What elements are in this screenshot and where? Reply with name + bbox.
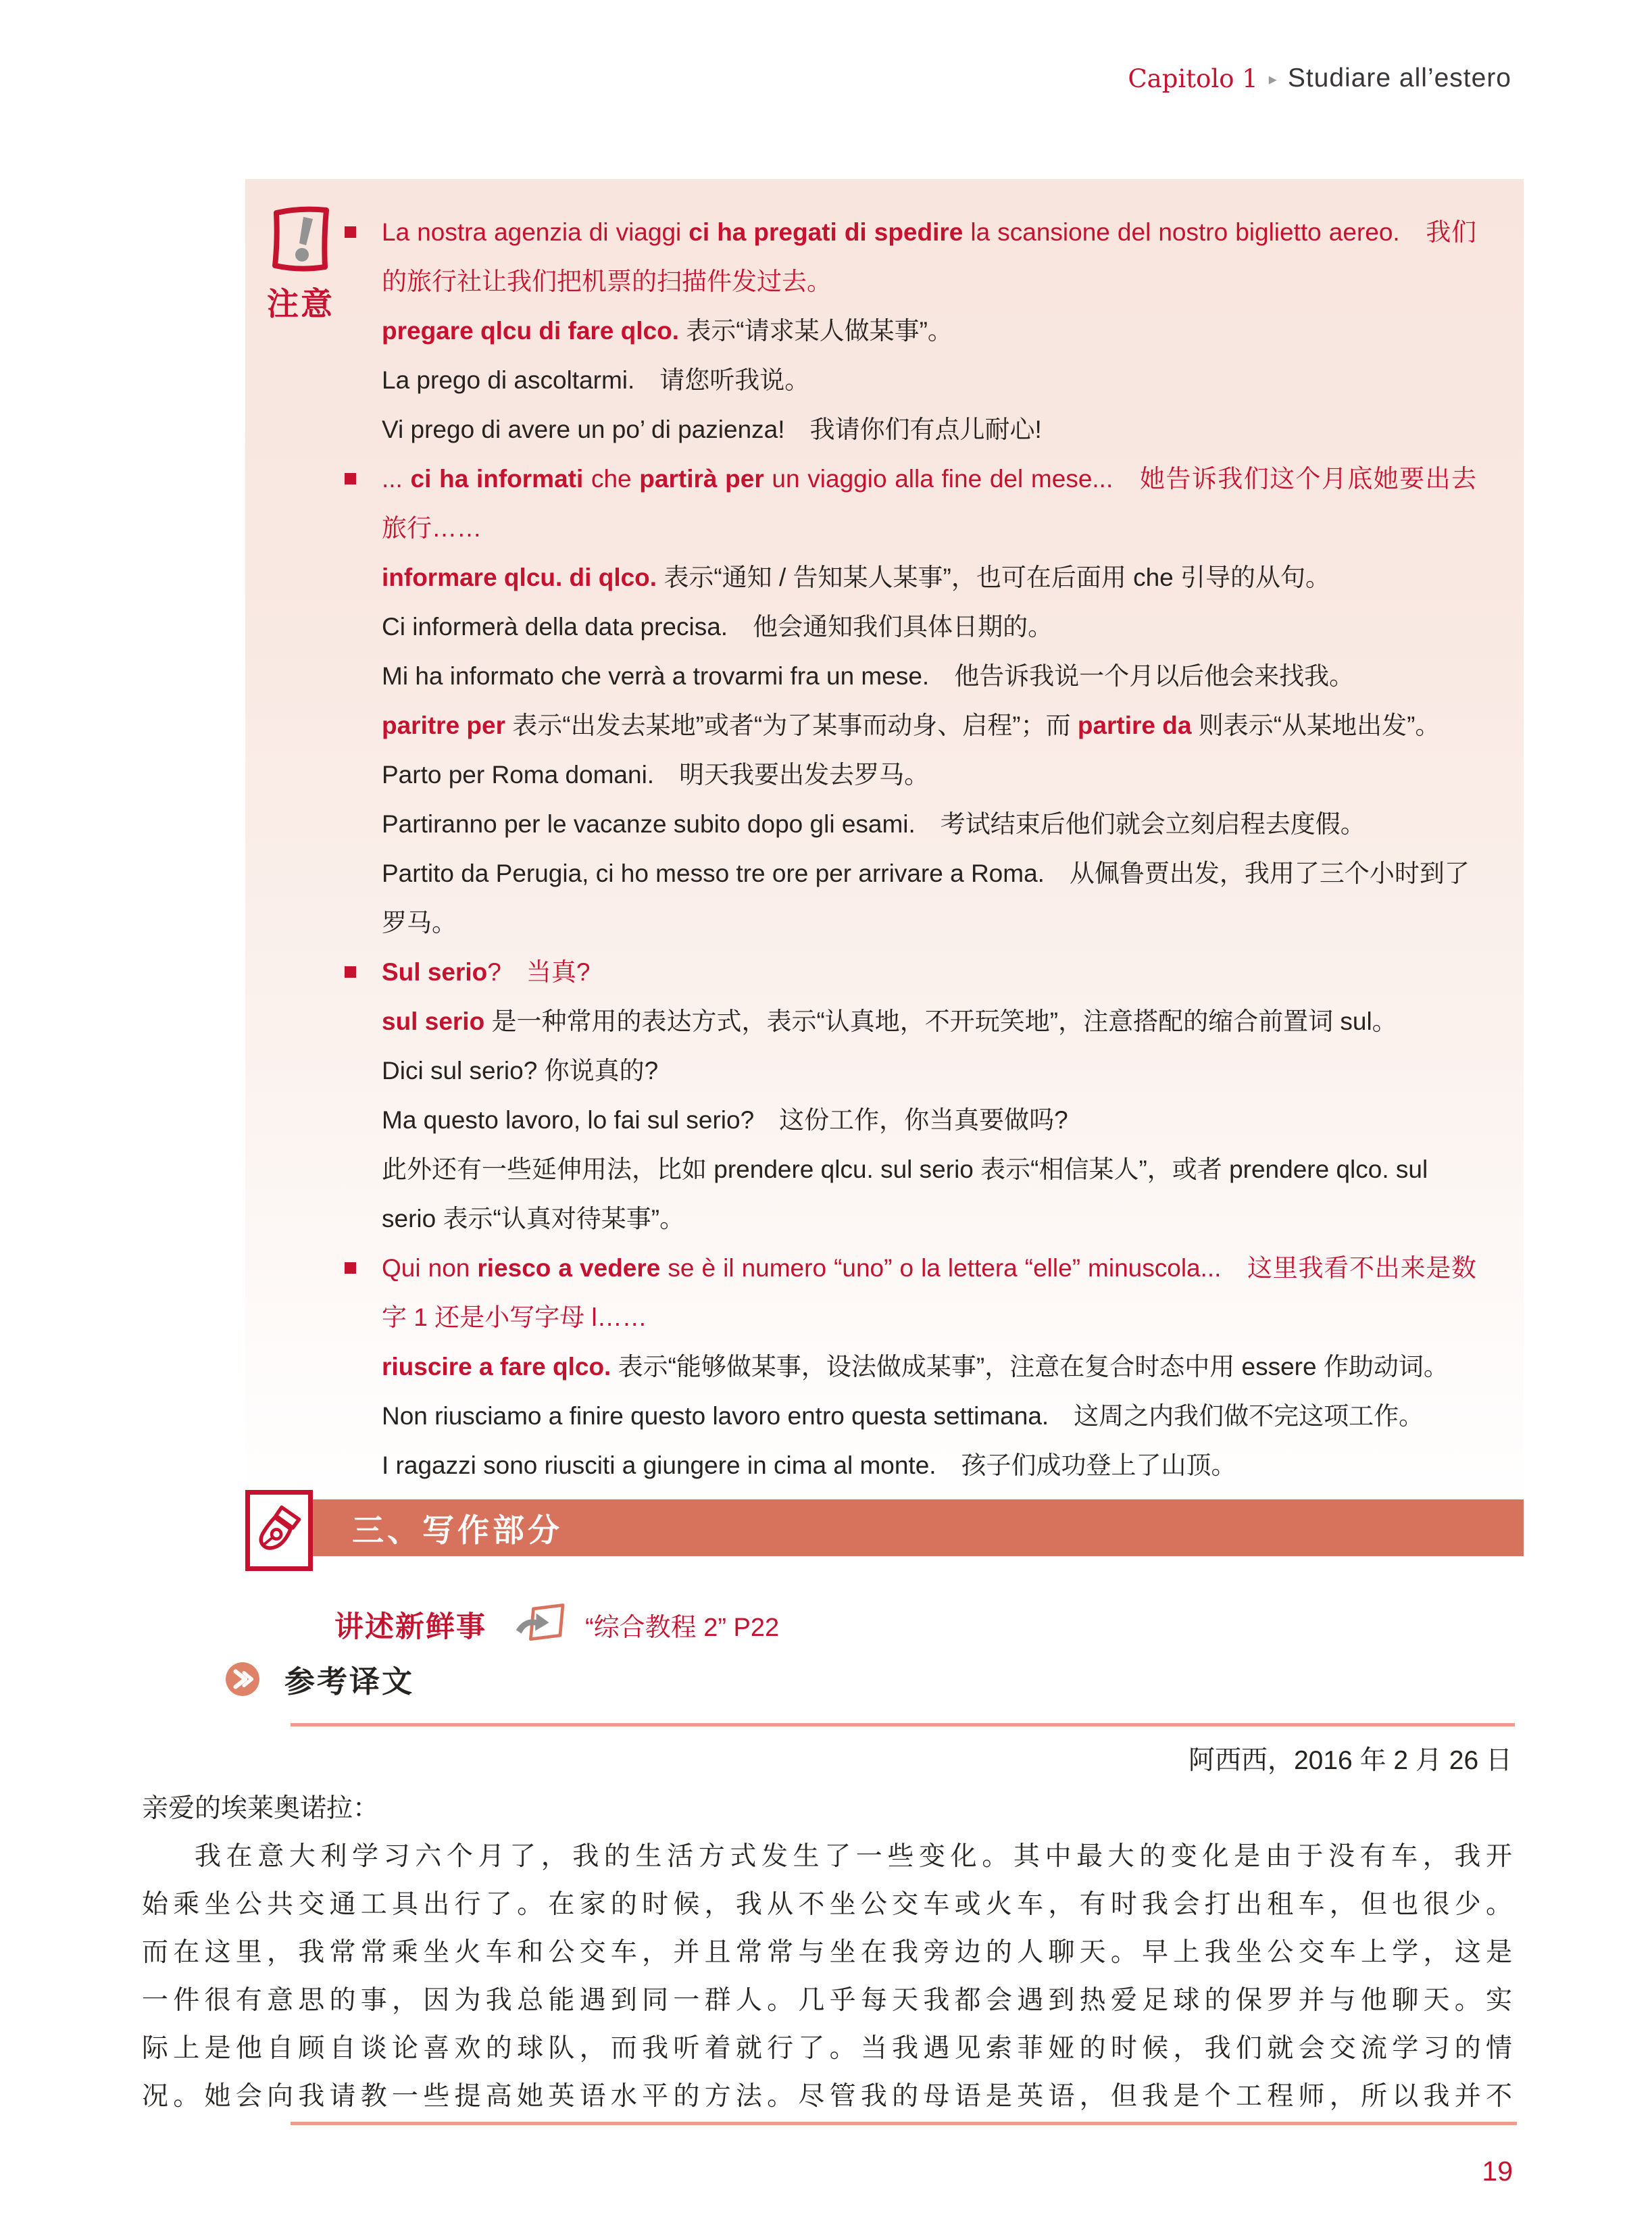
- letter-line: 而在这里，我常常乘坐火车和公交车，并且常常与坐在我旁边的人聊天。早上我坐公交车上学，这是: [142, 1938, 1512, 1967]
- page-number: 19: [1482, 2156, 1513, 2187]
- note-text-segment: sul serio: [382, 1007, 485, 1035]
- note-bullet-body: [382, 947, 1476, 1243]
- letter-line: 我在意大利学习六个月了，我的生活方式发生了一些变化。其中最大的变化是由于没有车，我开: [195, 1842, 1512, 1871]
- translation-heading: [225, 1657, 414, 1701]
- note-line: [382, 405, 1476, 454]
- note-bullet-body: [382, 454, 1476, 947]
- subsection-title: 讲述新鲜事: [334, 1610, 486, 1643]
- red-square-bullet-icon: [345, 473, 356, 484]
- note-text-segment: partire da: [1077, 712, 1192, 739]
- note-text-segment: La nostra agenzia di viaggi: [382, 218, 689, 246]
- note-text-segment: partirà per: [639, 465, 764, 493]
- triangle-right-icon: ▸: [1268, 70, 1277, 89]
- note-line: [382, 651, 1476, 701]
- note-text-segment: la scansione del nostro biglietto aereo. 我们的旅行社让我们把机票的扫描件发过去。: [382, 218, 1476, 295]
- note-bullet: [382, 1243, 1476, 1490]
- subsection-heading: [334, 1603, 779, 1646]
- divider-top: [291, 1723, 1515, 1726]
- note-text-segment: Partito da Perugia, ci ho messo tre ore per arrivare a Roma. 从佩鲁贾出发，我用了三个小时到了罗马。: [382, 860, 1470, 937]
- note-bullet: [382, 207, 1476, 454]
- note-text-segment: 表示“出发去某地”或者“为了某事而动身、启程”；而: [505, 712, 1078, 739]
- note-text-segment: informare qlcu. di qlco.: [382, 564, 657, 591]
- note-text-segment: 表示“能够做某事，设法做成某事”，注意在复合时态中用 essere 作助动词。: [611, 1353, 1449, 1380]
- note-text-segment: se è il numero “uno” o la lettera “elle” minuscola... 这里我看不出来是数字 1 还是小写字母 l……: [382, 1254, 1476, 1331]
- note-line: [382, 602, 1476, 651]
- exclamation-box-icon: [266, 202, 335, 276]
- note-line: [382, 1342, 1476, 1391]
- note-line: [382, 1243, 1476, 1342]
- note-bullet: [382, 454, 1476, 947]
- note-text-segment: ci ha informati: [410, 465, 584, 493]
- note-text-segment: 此外还有一些延伸用法，比如 prendere qlcu. sul serio 表示“相信某人”，或者 prendere qlco. sul serio 表示“认真对待某事”。: [382, 1155, 1428, 1233]
- note-line: [382, 750, 1476, 799]
- note-text-segment: La prego di ascoltarmi. 请您听我说。: [382, 366, 810, 394]
- section-header: [245, 1490, 1524, 1574]
- letter-line: 始乘坐公共交通工具出行了。在家的时候，我从不坐公交车或火车，有时我会打出租车，但也很少。: [142, 1890, 1512, 1919]
- letter-translation: [142, 1737, 1512, 2120]
- note-label: 注意: [267, 286, 334, 322]
- note-text-segment: Dici sul serio? 你说真的?: [382, 1057, 659, 1085]
- note-text-segment: Sul serio: [382, 958, 488, 986]
- note-text-segment: Vi prego di avere un po’ di pazienza! 我请你们有点儿耐心!: [382, 416, 1042, 443]
- note-text-segment: I ragazzi sono riusciti a giungere in cima al monte. 孩子们成功登上了山顶。: [382, 1451, 1236, 1479]
- pen-box: [245, 1490, 313, 1571]
- note-text-segment: pregare qlcu di fare qlco.: [382, 317, 680, 345]
- note-text-segment: un viaggio alla fine del mese... 她告诉我们这个月底她要出去旅行……: [382, 465, 1477, 542]
- note-line: [382, 997, 1476, 1046]
- note-text-segment: Partiranno per le vacanze subito dopo gli esami. 考试结束后他们就会立刻启程去度假。: [382, 810, 1366, 838]
- letter-salutation: 亲爱的埃莱奥诺拉：: [142, 1794, 380, 1823]
- note-text-segment: riesco a vedere: [477, 1254, 661, 1282]
- chapter-label: Capitolo 1: [1128, 64, 1258, 93]
- note-text-segment: 表示“请求某人做某事”。: [679, 317, 953, 345]
- note-line: [382, 1391, 1476, 1441]
- letter-line: 际上是他自顾自谈论喜欢的球队，而我听着就行了。当我遇见索菲娅的时候，我们就会交流学习的情: [142, 2034, 1512, 2063]
- divider-bottom: [291, 2122, 1517, 2125]
- note-text-segment: 则表示“从某地出发”。: [1191, 712, 1441, 739]
- note-text-segment: riuscire a fare qlco.: [382, 1353, 611, 1380]
- note-text-segment: Mi ha informato che verrà a trovarmi fra un mese. 他告诉我说一个月以后他会来找我。: [382, 662, 1355, 690]
- letter-date: 阿西西，2016 年 2 月 26 日: [1188, 1746, 1512, 1775]
- note-line: [382, 1095, 1476, 1145]
- note-line: [382, 701, 1476, 750]
- note-bullet-body: [382, 1243, 1476, 1490]
- pen-nib-icon: [253, 1501, 305, 1560]
- running-head: [1128, 64, 1511, 93]
- note-text-segment: Ci informerà della data precisa. 他会通知我们具体日期的。: [382, 613, 1053, 641]
- note-text-segment: paritre per: [382, 712, 506, 739]
- note-line: [382, 1046, 1476, 1095]
- note-text-segment: Non riusciamo a finire questo lavoro entro questa settimana. 这周之内我们做不完这项工作。: [382, 1402, 1424, 1430]
- note-text-segment: Parto per Roma domani. 明天我要出发去罗马。: [382, 761, 930, 789]
- note-line: [382, 1145, 1476, 1243]
- section-title: 三、写作部分: [352, 1512, 563, 1548]
- red-square-bullet-icon: [345, 1262, 356, 1274]
- textbook-reference: “综合教程 2” P22: [585, 1613, 780, 1642]
- note-bullet: [382, 947, 1476, 1243]
- arrow-into-page-icon: [512, 1601, 568, 1647]
- note-text-segment: 表示“通知 / 告知某人某事”，也可在后面用 che 引导的从句。: [657, 564, 1331, 591]
- note-line: [382, 553, 1476, 602]
- double-chevron-circle-icon: [225, 1662, 260, 1697]
- note-line: [382, 947, 1476, 997]
- translation-heading-label: 参考译文: [284, 1664, 415, 1699]
- note-line: [382, 207, 1476, 306]
- note-bullet-body: [382, 207, 1476, 454]
- note-line: [382, 306, 1476, 355]
- note-line: [382, 454, 1476, 553]
- letter-body: [142, 1833, 1512, 2120]
- red-square-bullet-icon: [345, 966, 356, 978]
- note-line: [382, 1441, 1476, 1490]
- chapter-title: Studiare all’estero: [1287, 64, 1511, 93]
- note-line: [382, 355, 1476, 405]
- note-badge: [257, 202, 344, 324]
- note-text-segment: che: [583, 465, 640, 493]
- note-text-segment: ? 当真?: [487, 958, 591, 986]
- note-content: [245, 179, 1524, 1517]
- red-square-bullet-icon: [345, 226, 356, 238]
- note-line: [382, 799, 1476, 849]
- note-line: [382, 849, 1476, 947]
- note-text-segment: ci ha pregati di spedire: [689, 218, 963, 246]
- note-text-segment: 是一种常用的表达方式，表示“认真地，不开玩笑地”，注意搭配的缩合前置词 sul。: [484, 1007, 1397, 1035]
- letter-line: 一件很有意思的事，因为我总能遇到同一群人。几乎每天我都会遇到热爱足球的保罗并与他聊天。实: [142, 1986, 1512, 2015]
- letter-line: 况。她会向我请教一些提高她英语水平的方法。尽管我的母语是英语，但我是个工程师，所以我并不: [142, 2082, 1512, 2111]
- note-box: [245, 179, 1524, 1517]
- note-text-segment: Qui non: [382, 1254, 478, 1282]
- note-text-segment: Ma questo lavoro, lo fai sul serio? 这份工作，你当真要做吗?: [382, 1106, 1068, 1134]
- section-bar: [284, 1499, 1524, 1556]
- note-text-segment: ...: [382, 465, 411, 493]
